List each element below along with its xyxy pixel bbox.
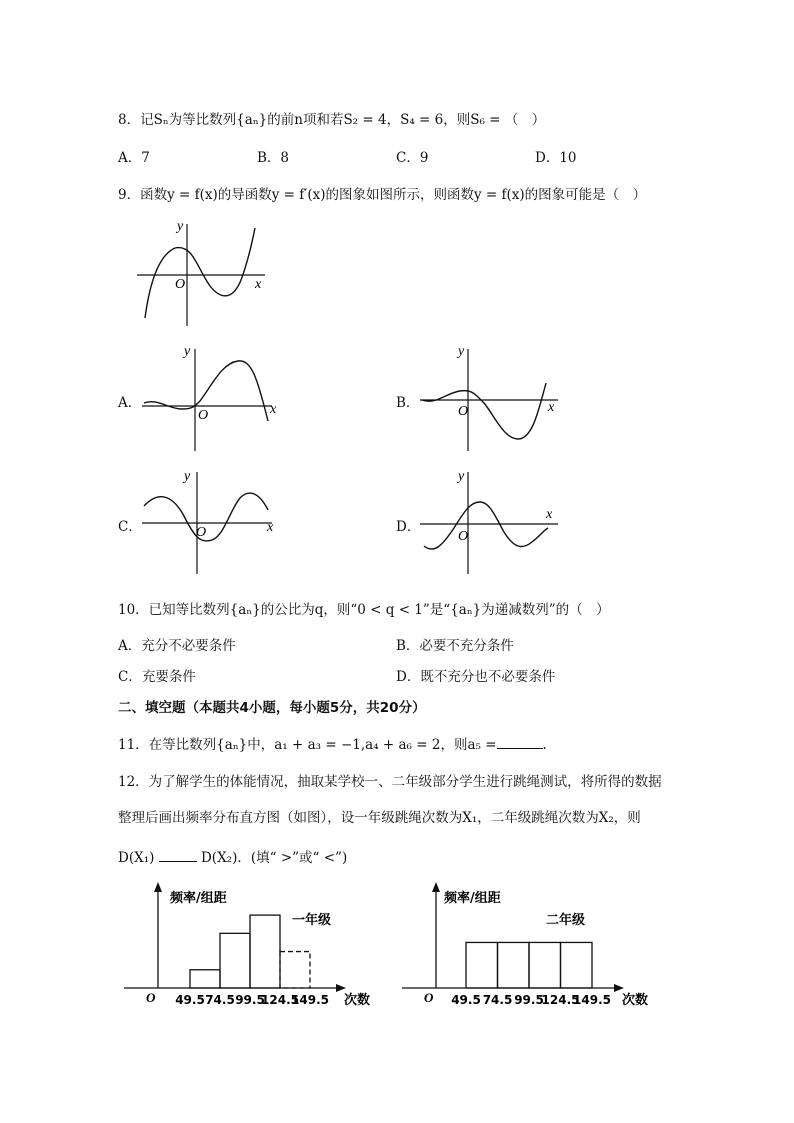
q9-option-a-label[interactable]: A． (118, 395, 142, 411)
tick-label: 124.5 (541, 993, 580, 1007)
q11-text: 11．在等比数列{aₙ}中，a₁ + a₃ = −1,a₄ + a₆ = 2，则a₅ = (118, 737, 497, 753)
svg-text:x: x (267, 520, 274, 535)
bar-74.5-99.5 (498, 942, 530, 988)
svg-text:x: x (270, 402, 277, 417)
tick-label: 74.5 (482, 993, 513, 1007)
svg-text:O: O (196, 525, 207, 540)
q8-option-d[interactable]: D．10 (535, 150, 577, 166)
bar-99.5-124.5 (250, 915, 280, 988)
question-12-line-1: 12．为了解学生的体能情况，抽取某学校一、二年级部分学生进行跳绳测试，将所得的数据 (118, 774, 662, 790)
tick-label: 99.5 (235, 993, 265, 1007)
hist-title: 一年级 (292, 913, 332, 928)
svg-text:x: x (548, 400, 555, 415)
bar-74.5-99.5 (220, 933, 250, 988)
q8-option-b[interactable]: B．8 (257, 150, 290, 166)
svg-text:O: O (198, 408, 209, 423)
q9-option-b-label[interactable]: B． (396, 395, 420, 411)
bar-49.5-74.5 (190, 970, 220, 988)
svg-text:O: O (458, 529, 469, 544)
tick-label: 149.5 (573, 993, 611, 1007)
question-9-text: 9．函数y = f(x)的导函数y = f′(x)的图象如图所示，则函数y = f(x)的图象可能是（ ） (118, 187, 647, 203)
hist-title: 二年级 (546, 913, 586, 928)
derivative-graph (135, 218, 285, 328)
q10-option-d[interactable]: D．既不充分也不必要条件 (396, 669, 556, 685)
bar-99.5-124.5 (529, 942, 561, 988)
tick-label: 124.5 (261, 993, 299, 1007)
bar-124.5-149.5 (561, 942, 593, 988)
tick-label: 49.5 (175, 993, 205, 1007)
q10-option-a[interactable]: A．充分不必要条件 (118, 638, 236, 654)
hist-ylabel: 频率/组距 (170, 891, 227, 906)
tick-label: 149.5 (291, 993, 329, 1007)
hist-origin: O (146, 990, 156, 1005)
bar-49.5-74.5 (466, 942, 498, 988)
q9-option-b-graph[interactable] (418, 343, 583, 453)
q12-answer-blank[interactable] (159, 849, 197, 862)
hist-ylabel: 频率/组距 (444, 891, 501, 906)
q10-option-b[interactable]: B．必要不充分条件 (396, 638, 514, 654)
svg-text:y: y (184, 469, 191, 484)
question-10-text: 10．已知等比数列{aₙ}的公比为q，则“0 < q < 1”是“{aₙ}为递减数列”的（ ） (118, 602, 610, 618)
svg-text:O: O (458, 404, 469, 419)
svg-text:y: y (458, 469, 465, 484)
svg-text:y: y (184, 344, 191, 359)
svg-text:y: y (458, 344, 465, 359)
q11-answer-blank[interactable] (497, 736, 543, 749)
question-8-text: 8．记Sₙ为等比数列{aₙ}的前n项和若S₂ = 4，S₄ = 6，则S₆ = （ ） (118, 112, 546, 128)
y-axis-label: y (177, 219, 184, 234)
q9-option-c-label[interactable]: C． (118, 519, 142, 535)
q9-option-c-graph[interactable] (140, 466, 285, 576)
svg-text:x: x (546, 507, 553, 522)
histogram-grade-1 (118, 880, 388, 1015)
tick-label: 49.5 (451, 993, 481, 1007)
bar-124.5-149.5 (280, 952, 310, 988)
tick-label: 99.5 (514, 993, 544, 1007)
x-axis-label: x (255, 277, 262, 292)
question-12-line-2: 整理后画出频率分布直方图（如图），设一年级跳绳次数为X₁，二年级跳绳次数为X₂，则 (118, 810, 641, 826)
question-12-line-3: D(X₁) D(X₂)．(填“ >”或“ <”) (118, 850, 348, 866)
section-2-title: 二、填空题（本题共4小题，每小题5分，共20分） (118, 700, 426, 716)
derivative-curve (145, 228, 255, 318)
q8-option-c[interactable]: C．9 (396, 150, 429, 166)
q8-option-a[interactable]: A．7 (118, 150, 150, 166)
hist-xlabel: 次数 (344, 993, 371, 1008)
tick-label: 74.5 (205, 993, 235, 1007)
q9-option-d-label[interactable]: D． (396, 519, 421, 535)
q9-option-a-graph[interactable] (140, 343, 285, 453)
histogram-grade-2 (396, 880, 666, 1015)
q9-option-d-graph[interactable] (418, 466, 578, 576)
question-11: 11．在等比数列{aₙ}中，a₁ + a₃ = −1,a₄ + a₆ = 2，则a₅ = . (118, 737, 547, 753)
hist-xlabel: 次数 (622, 993, 649, 1008)
origin-label: O (175, 277, 186, 292)
q10-option-c[interactable]: C．充要条件 (118, 669, 196, 685)
hist-origin: O (424, 990, 434, 1005)
